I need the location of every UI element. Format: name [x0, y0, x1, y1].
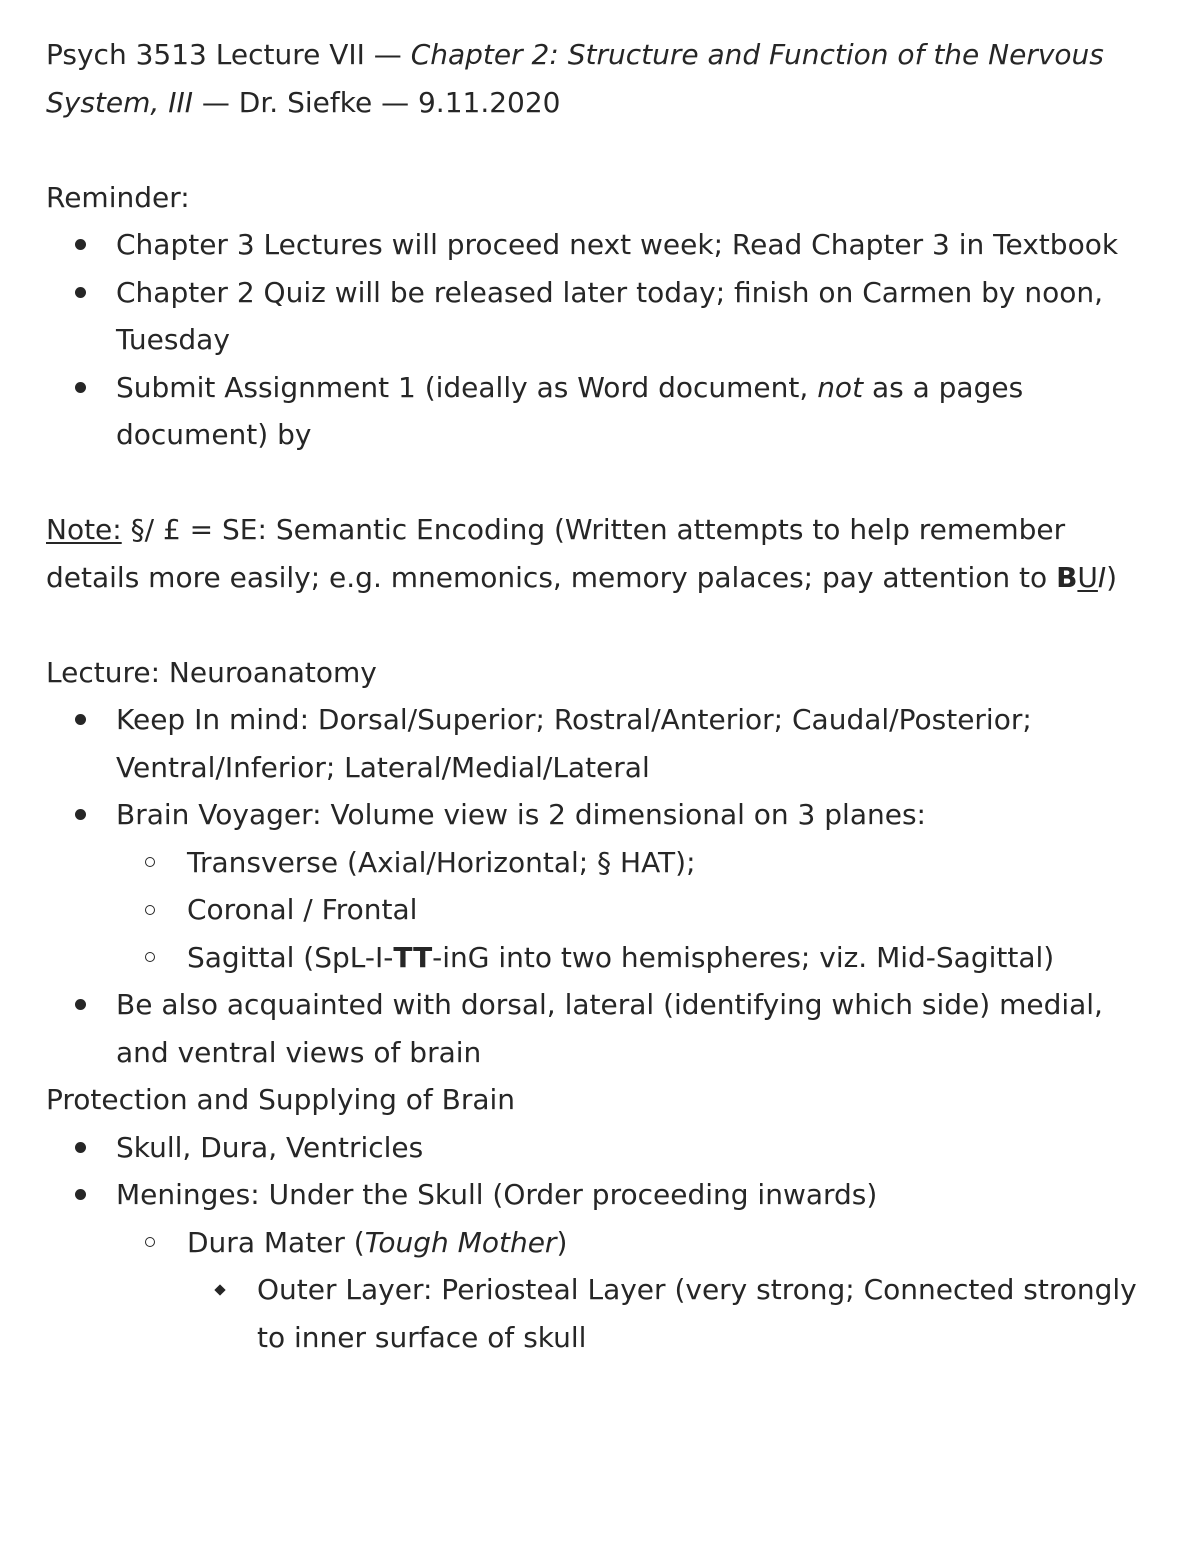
list-item: Keep In mind: Dorsal/Superior; Rostral/Anterior; Caudal/Posterior; Ventral/Inferior; Lateral/Medial/Lateral: [46, 696, 1160, 791]
list-item: Chapter 3 Lectures will proceed next week; Read Chapter 3 in Textbook: [46, 221, 1160, 269]
bullet-disc-icon: [70, 791, 90, 839]
chapter-title: Chapter 2: Structure and Function of the Nervous System, III: [46, 38, 1104, 119]
bullet-disc-icon: [70, 1124, 90, 1172]
protection-heading: Protection and Supplying of Brain: [46, 1083, 516, 1116]
protection-list: [46, 1124, 1160, 1362]
list-item: Dura Mater (Tough Mother): [46, 1219, 1160, 1267]
bullet-circle-icon: [140, 839, 160, 887]
reminder-heading: Reminder:: [46, 180, 190, 214]
bullet-disc-icon: [70, 269, 90, 317]
bullet-circle-icon: [140, 1219, 160, 1267]
bullet-circle-icon: [140, 886, 160, 934]
bullet-disc-icon: [70, 696, 90, 744]
list-item: Outer Layer: Periosteal Layer (very strong; Connected strongly to inner surface of skull: [46, 1266, 1160, 1361]
list-item: Meninges: Under the Skull (Order proceeding inwards): [46, 1171, 1160, 1219]
list-item: Chapter 2 Quiz will be released later today; finish on Carmen by noon, Tuesday: [46, 269, 1160, 364]
list-item: Brain Voyager: Volume view is 2 dimensional on 3 planes:: [46, 791, 1160, 839]
bullet-disc-icon: [70, 981, 90, 1029]
list-item: Submit Assignment 1 (ideally as Word document, not as a pages document) by: [46, 364, 1160, 459]
note-label: Note:: [46, 513, 122, 546]
bullet-disc-icon: [70, 364, 90, 412]
bullet-circle-icon: [140, 934, 160, 982]
bullet-disc-icon: [70, 1171, 90, 1219]
document-title: Psych 3513 Lecture VII — Chapter 2: Structure and Function of the Nervous System, III — Dr. Siefke — 9.11.2020: [46, 38, 1104, 119]
blank-line: [46, 459, 1160, 507]
list-item: Sagittal (SpL-I-TT-inG into two hemispheres; viz. Mid-Sagittal): [46, 934, 1160, 982]
blank-line: [46, 126, 1160, 174]
list-item: Coronal / Frontal: [46, 886, 1160, 934]
bullet-diamond-icon: [210, 1266, 230, 1314]
lecture-heading: Lecture: Neuroanatomy: [46, 655, 377, 689]
bullet-disc-icon: [70, 221, 90, 269]
note-paragraph: Note: §/ £ = SE: Semantic Encoding (Written attempts to help remember details more easily; e.g. mnemonics, memory palaces; pay attention to BUI): [46, 513, 1118, 594]
list-item: Skull, Dura, Ventricles: [46, 1124, 1160, 1172]
blank-line: [46, 601, 1160, 649]
reminder-list: [46, 221, 1160, 459]
list-item: Transverse (Axial/Horizontal; § HAT);: [46, 839, 1160, 887]
lecture-list: [46, 696, 1160, 1076]
list-item: Be also acquainted with dorsal, lateral (identifying which side) medial, and ventral views of brain: [46, 981, 1160, 1076]
